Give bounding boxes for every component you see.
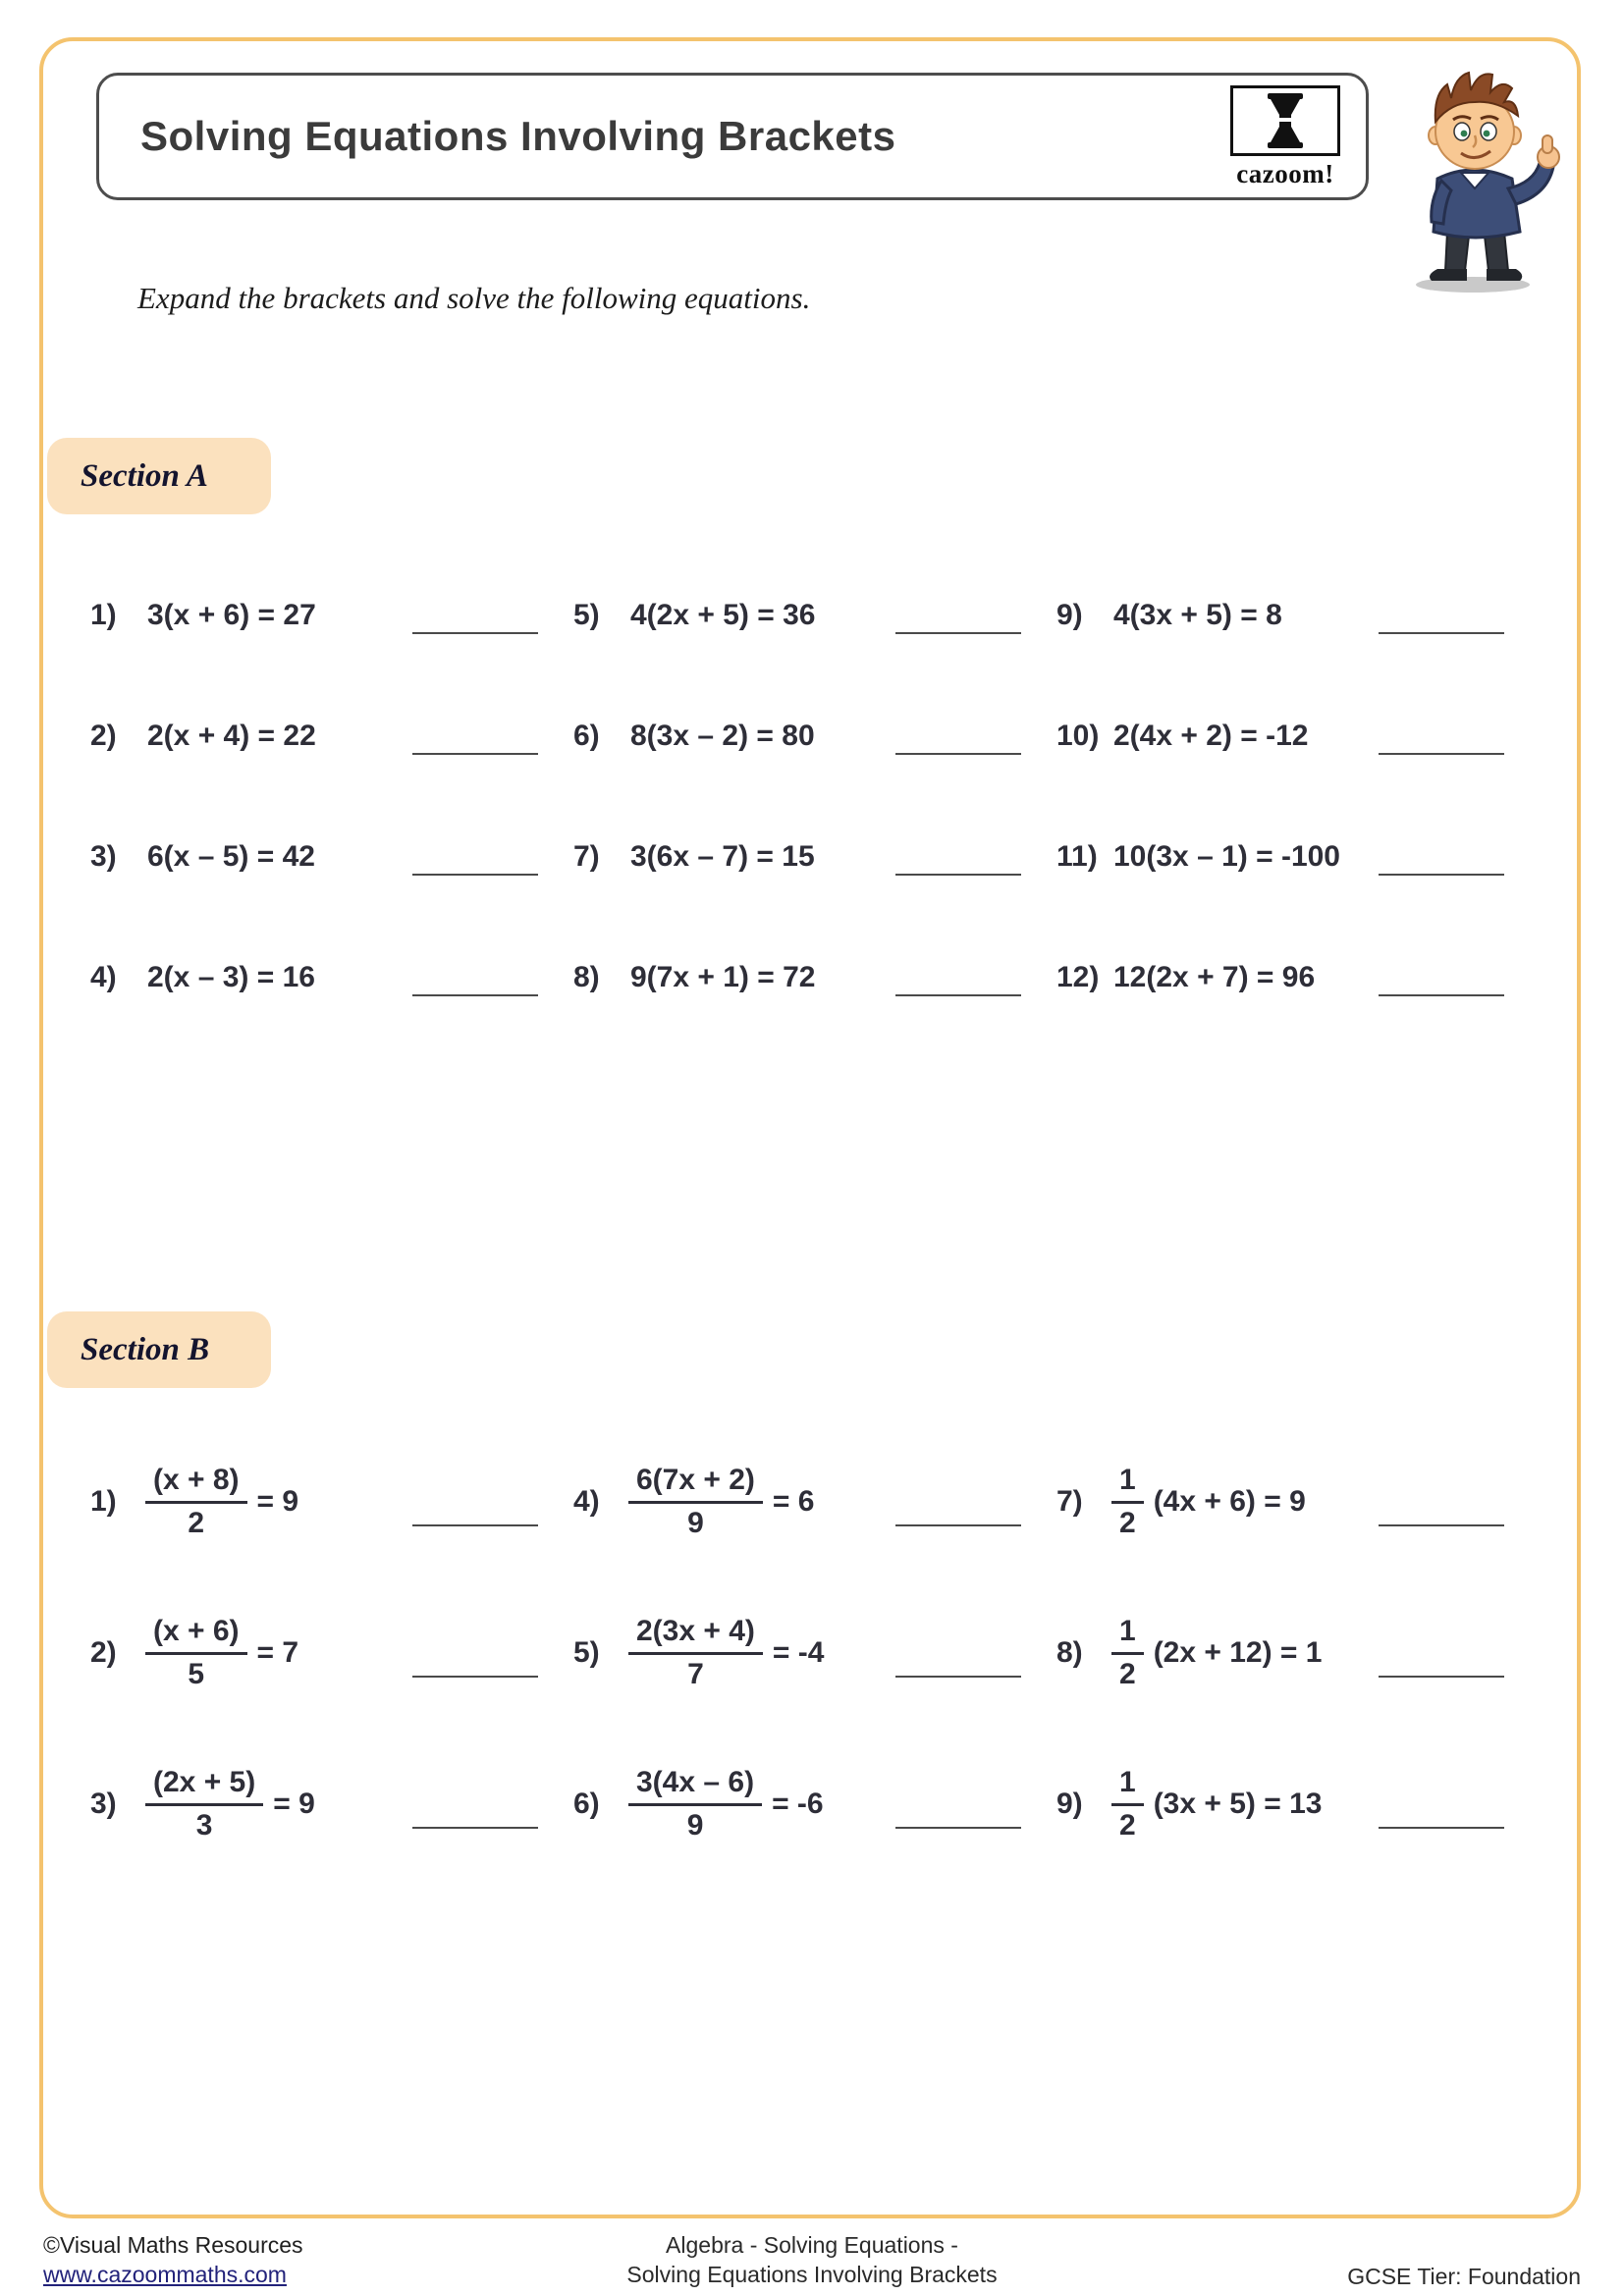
problem-b2 bbox=[90, 1602, 573, 1704]
problem-b5 bbox=[573, 1602, 1056, 1704]
problem-equation: 10(3x – 1) = -100 bbox=[1113, 840, 1340, 873]
section-a-label bbox=[47, 438, 271, 514]
fraction bbox=[628, 1464, 763, 1540]
problem-number: 10) bbox=[1056, 720, 1100, 752]
problem-b7 bbox=[1056, 1451, 1540, 1553]
answer-line[interactable] bbox=[1379, 854, 1504, 876]
problem-number: 4) bbox=[90, 961, 117, 993]
website-link[interactable]: www.cazoommaths.com bbox=[43, 2262, 287, 2288]
answer-line[interactable] bbox=[895, 733, 1021, 755]
problem-b8 bbox=[1056, 1602, 1540, 1704]
answer-line[interactable] bbox=[1379, 1827, 1504, 1829]
fraction-numerator: 1 bbox=[1111, 1766, 1144, 1806]
fraction-denominator: 2 bbox=[1119, 1657, 1136, 1690]
problem-number: 8) bbox=[1056, 1636, 1083, 1669]
answer-line[interactable] bbox=[412, 1676, 538, 1678]
fraction-denominator: 5 bbox=[188, 1657, 205, 1690]
answer-line[interactable] bbox=[412, 1524, 538, 1526]
fraction bbox=[628, 1615, 763, 1691]
answer-line[interactable] bbox=[412, 613, 538, 634]
problem-number: 6) bbox=[573, 1788, 600, 1820]
instructions-text: Expand the brackets and solve the following equations. bbox=[137, 281, 811, 315]
fraction-denominator: 2 bbox=[1119, 1506, 1136, 1539]
equation-rhs: = 6 bbox=[772, 1485, 815, 1518]
section-b-label-text: Section B bbox=[81, 1331, 210, 1367]
cazoom-logo-text: cazoom! bbox=[1236, 159, 1334, 188]
problem-equation: 3(x + 6) = 27 bbox=[147, 599, 316, 631]
equation-rhs: = 7 bbox=[256, 1636, 299, 1669]
problem-equation: 9(7x + 1) = 72 bbox=[630, 961, 816, 993]
answer-line[interactable] bbox=[412, 1827, 538, 1829]
section-b-label bbox=[47, 1311, 271, 1388]
fraction bbox=[145, 1615, 247, 1691]
problem-equation: 2(4x + 2) = -12 bbox=[1113, 720, 1309, 752]
fraction-numerator: 2(3x + 4) bbox=[628, 1615, 763, 1655]
page-title: Solving Equations Involving Brackets bbox=[140, 113, 896, 159]
fraction-numerator: 6(7x + 2) bbox=[628, 1464, 763, 1504]
problem-a7 bbox=[573, 840, 1056, 874]
problem-b6 bbox=[573, 1753, 1056, 1855]
problem-equation: 12(2x + 7) = 96 bbox=[1113, 961, 1316, 993]
problem-number: 1) bbox=[90, 1485, 117, 1518]
page-footer bbox=[43, 2225, 1581, 2290]
fraction-denominator: 3 bbox=[195, 1808, 213, 1842]
problem-a1 bbox=[90, 599, 573, 632]
equation-rhs: (2x + 12) = 1 bbox=[1153, 1636, 1323, 1669]
fraction-denominator: 7 bbox=[687, 1657, 704, 1690]
section-a-label-text: Section A bbox=[81, 457, 208, 494]
problem-a12 bbox=[1056, 961, 1540, 994]
equation-rhs: (3x + 5) = 13 bbox=[1153, 1788, 1323, 1820]
page-border bbox=[39, 37, 1581, 2218]
problem-b1 bbox=[90, 1451, 573, 1553]
answer-line[interactable] bbox=[1379, 613, 1504, 634]
equation-rhs: = -6 bbox=[772, 1788, 824, 1820]
fraction bbox=[1111, 1464, 1144, 1540]
answer-line[interactable] bbox=[1379, 975, 1504, 996]
answer-line[interactable] bbox=[895, 975, 1021, 996]
problem-a5 bbox=[573, 599, 1056, 632]
problem-a9 bbox=[1056, 599, 1540, 632]
problem-number: 7) bbox=[573, 840, 600, 873]
boy-character-svg bbox=[1386, 63, 1573, 294]
cazoom-logo bbox=[1226, 85, 1344, 189]
problem-b3 bbox=[90, 1753, 573, 1855]
fraction-numerator: (x + 8) bbox=[145, 1464, 247, 1504]
cazoom-drum-icon bbox=[1230, 85, 1340, 156]
equation-rhs: (4x + 6) = 9 bbox=[1153, 1485, 1306, 1518]
problem-number: 2) bbox=[90, 720, 117, 752]
problem-number: 1) bbox=[90, 599, 117, 631]
footer-left bbox=[43, 2231, 303, 2290]
problem-a2 bbox=[90, 720, 573, 753]
problem-number: 11) bbox=[1056, 840, 1098, 873]
problem-a6 bbox=[573, 720, 1056, 753]
answer-line[interactable] bbox=[412, 733, 538, 755]
problem-number: 9) bbox=[1056, 599, 1083, 631]
footer-tier: GCSE Tier: Foundation bbox=[1347, 2264, 1581, 2289]
problem-number: 5) bbox=[573, 599, 600, 631]
footer-center bbox=[626, 2231, 997, 2290]
fraction bbox=[1111, 1615, 1144, 1691]
problem-number: 4) bbox=[573, 1485, 600, 1518]
section-b-problems bbox=[90, 1451, 1540, 1855]
fraction-numerator: 1 bbox=[1111, 1464, 1144, 1504]
problem-a10 bbox=[1056, 720, 1540, 753]
fraction-numerator: (x + 6) bbox=[145, 1615, 247, 1655]
problem-a11 bbox=[1056, 840, 1540, 874]
problem-number: 7) bbox=[1056, 1485, 1083, 1518]
footer-topic-line2: Solving Equations Involving Brackets bbox=[626, 2262, 998, 2288]
equation-rhs: = 9 bbox=[256, 1485, 299, 1518]
problem-number: 3) bbox=[90, 1788, 117, 1820]
fraction bbox=[145, 1766, 263, 1842]
problem-number: 5) bbox=[573, 1636, 600, 1669]
fraction-denominator: 2 bbox=[188, 1506, 205, 1539]
problem-equation: 2(x – 3) = 16 bbox=[147, 961, 315, 993]
answer-line[interactable] bbox=[895, 1676, 1021, 1678]
answer-line[interactable] bbox=[895, 1524, 1021, 1526]
problem-equation: 4(2x + 5) = 36 bbox=[630, 599, 816, 631]
problem-number: 8) bbox=[573, 961, 600, 993]
copyright-text: ©Visual Maths Resources bbox=[43, 2232, 303, 2259]
fraction-denominator: 9 bbox=[687, 1506, 704, 1539]
footer-topic-line1: Algebra - Solving Equations - bbox=[666, 2232, 958, 2259]
answer-line[interactable] bbox=[1379, 1524, 1504, 1526]
fraction bbox=[1111, 1766, 1144, 1842]
answer-line[interactable] bbox=[895, 854, 1021, 876]
fraction bbox=[628, 1766, 762, 1842]
problem-equation: 3(6x – 7) = 15 bbox=[630, 840, 815, 873]
answer-line[interactable] bbox=[1379, 1676, 1504, 1678]
fraction-denominator: 9 bbox=[686, 1808, 704, 1842]
problem-equation: 2(x + 4) = 22 bbox=[147, 720, 316, 752]
boy-character-illustration bbox=[1386, 63, 1573, 298]
problem-number: 9) bbox=[1056, 1788, 1083, 1820]
problem-equation: 8(3x – 2) = 80 bbox=[630, 720, 815, 752]
equation-rhs: = 9 bbox=[273, 1788, 315, 1820]
answer-line[interactable] bbox=[412, 854, 538, 876]
equation-rhs: = -4 bbox=[772, 1636, 825, 1669]
problem-number: 2) bbox=[90, 1636, 117, 1669]
answer-line[interactable] bbox=[895, 1827, 1021, 1829]
problem-a8 bbox=[573, 961, 1056, 994]
problem-equation: 6(x – 5) = 42 bbox=[147, 840, 315, 873]
problem-a3 bbox=[90, 840, 573, 874]
problem-equation: 4(3x + 5) = 8 bbox=[1113, 599, 1282, 631]
problem-number: 3) bbox=[90, 840, 117, 873]
worksheet-header bbox=[96, 73, 1369, 200]
problem-b9 bbox=[1056, 1753, 1540, 1855]
problem-number: 6) bbox=[573, 720, 600, 752]
answer-line[interactable] bbox=[895, 613, 1021, 634]
fraction-numerator: 1 bbox=[1111, 1615, 1144, 1655]
section-a-problems bbox=[90, 599, 1540, 994]
fraction bbox=[145, 1464, 247, 1540]
fraction-denominator: 2 bbox=[1119, 1808, 1136, 1842]
problem-number: 12) bbox=[1056, 961, 1100, 993]
problem-b4 bbox=[573, 1451, 1056, 1553]
answer-line[interactable] bbox=[1379, 733, 1504, 755]
fraction-numerator: 3(4x – 6) bbox=[628, 1766, 762, 1806]
answer-line[interactable] bbox=[412, 975, 538, 996]
fraction-numerator: (2x + 5) bbox=[145, 1766, 263, 1806]
problem-a4 bbox=[90, 961, 573, 994]
